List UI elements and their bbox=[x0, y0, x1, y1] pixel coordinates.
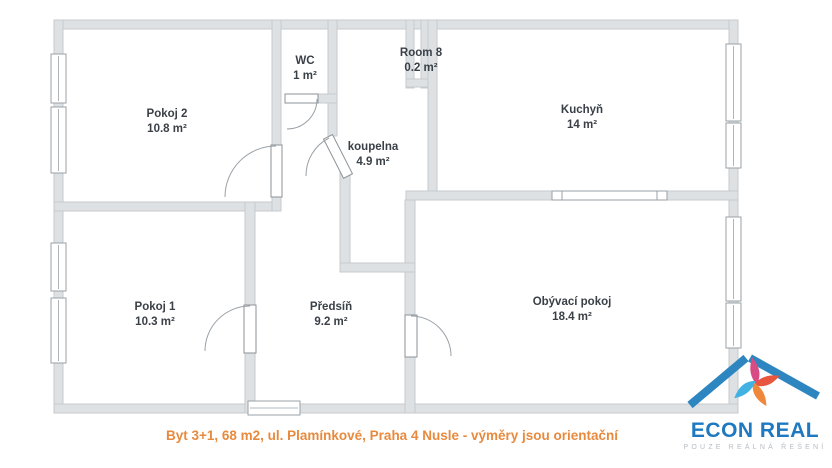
logo-house-icon bbox=[682, 352, 828, 416]
room-name: Room 8 bbox=[399, 47, 443, 59]
room-label-room-8 bbox=[400, 46, 442, 76]
wall-living-left bbox=[405, 200, 415, 413]
wall-wc-right bbox=[328, 20, 337, 136]
door-wc bbox=[285, 94, 318, 129]
window-pokoj1-lower bbox=[51, 298, 66, 363]
wall-wc-door-stub bbox=[317, 94, 337, 103]
room-name: Obývací pokoj bbox=[532, 296, 612, 308]
wall-koupelna-left bbox=[340, 172, 350, 269]
room-name: Kuchyň bbox=[560, 104, 604, 116]
room-area: 10.8 m² bbox=[147, 123, 187, 135]
room-area: 18.4 m² bbox=[552, 311, 592, 323]
window-pokoj2-upper bbox=[51, 54, 66, 103]
room-label-predsin bbox=[310, 300, 352, 330]
wall-room8-bottom bbox=[406, 79, 428, 87]
windows bbox=[51, 44, 741, 415]
wall-exterior-bottom bbox=[54, 404, 738, 413]
room-label-wc bbox=[293, 54, 317, 84]
room-label-koupelna bbox=[348, 140, 398, 170]
room-area: 10.3 m² bbox=[135, 316, 175, 328]
listing-caption: Byt 3+1, 68 m2, ul. Plamínkové, Praha 4 Nusle - výměry jsou orientační bbox=[165, 428, 619, 443]
logo-roof-left bbox=[690, 358, 746, 405]
window-kitchen-upper bbox=[726, 44, 741, 121]
room-label-obyvaci-pokoj bbox=[533, 295, 612, 325]
room-area: 9.2 m² bbox=[314, 316, 348, 328]
room-name: koupelna bbox=[347, 141, 399, 153]
logo-tagline-text: POUZE REÁLNÁ ŘEŠENÍ bbox=[683, 444, 827, 451]
door-pokoj1 bbox=[205, 305, 256, 353]
walls bbox=[54, 20, 738, 413]
door-living bbox=[405, 315, 451, 357]
door-koupelna bbox=[306, 135, 352, 179]
window-kitchen-lower bbox=[726, 123, 741, 168]
room-name: Pokoj 2 bbox=[146, 108, 188, 120]
room-area: 0.2 m² bbox=[404, 62, 438, 74]
wall-exterior-top bbox=[54, 20, 738, 29]
room-area: 1 m² bbox=[293, 70, 317, 82]
window-kitchen-interior bbox=[552, 191, 667, 200]
room-name: Pokoj 1 bbox=[134, 301, 176, 313]
door-pokoj2 bbox=[225, 145, 282, 197]
room-area: 4.9 m² bbox=[356, 156, 390, 168]
econ-real-logo bbox=[682, 352, 828, 451]
room-name: Předsíň bbox=[309, 301, 353, 313]
window-pokoj1-upper bbox=[51, 243, 66, 291]
wall-koupelna-bottom bbox=[340, 263, 415, 272]
room-label-kuchyn bbox=[561, 103, 603, 133]
window-living-lower bbox=[726, 303, 741, 348]
window-pokoj2-lower bbox=[51, 107, 66, 173]
window-predsin-bottom bbox=[248, 401, 300, 415]
room-label-pokoj-1 bbox=[135, 300, 176, 330]
room-name: WC bbox=[295, 55, 315, 67]
window-living-upper bbox=[726, 217, 741, 301]
room-label-pokoj-2 bbox=[147, 107, 188, 137]
room-area: 14 m² bbox=[566, 119, 598, 131]
logo-brand-text: ECON REAL bbox=[690, 419, 820, 442]
